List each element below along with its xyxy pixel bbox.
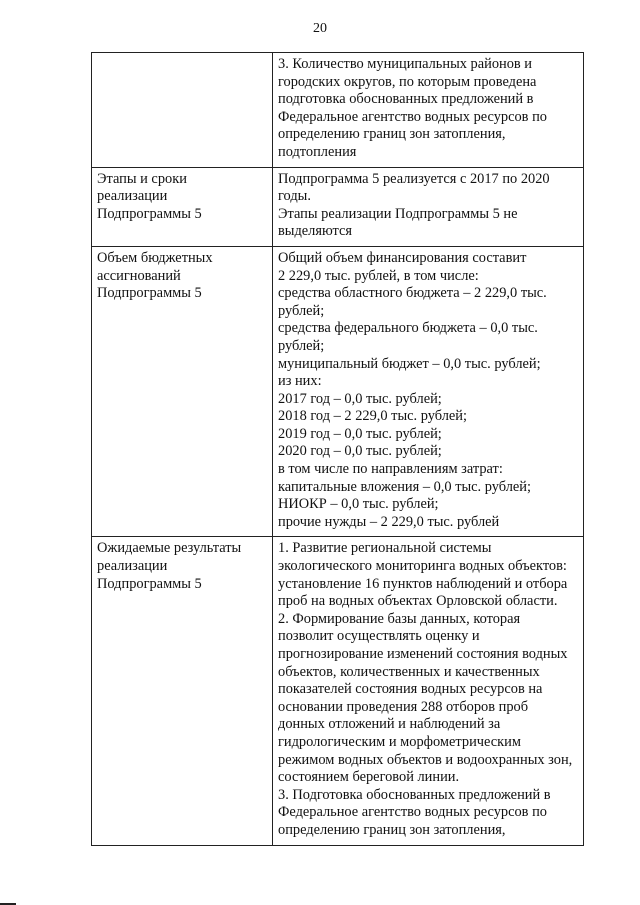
row-value-line: выделяются	[278, 223, 353, 240]
table-row	[92, 53, 584, 168]
row-value-line: 1. Развитие региональной системы	[278, 540, 492, 557]
row-label-line: Подпрограммы 5	[97, 285, 202, 302]
row-value-line: 2020 год – 0,0 тыс. рублей;	[278, 443, 442, 460]
row-value-line: экологического мониторинга водных объектов:	[278, 558, 567, 575]
row-value-line: подготовка обоснованных предложений в	[278, 91, 534, 108]
table-row	[92, 246, 584, 537]
row-value-line: капитальные вложения – 0,0 тыс. рублей;	[278, 478, 531, 495]
subprogram-passport-table	[91, 52, 584, 846]
row-value-line: годы.	[278, 188, 311, 205]
row-value-line: рублей;	[278, 337, 325, 354]
row-value-line: 2017 год – 0,0 тыс. рублей;	[278, 390, 442, 407]
row-value-line: 2 229,0 тыс. рублей, в том числе:	[278, 267, 479, 284]
row-value-line: Федеральное агентство водных ресурсов по	[278, 804, 547, 821]
row-label-line: реализации	[97, 188, 168, 205]
row-value-line: прочие нужды – 2 229,0 тыс. рублей	[278, 513, 500, 530]
row-value-line: определению границ зон затопления,	[278, 126, 506, 143]
row-value-line: 3. Количество муниципальных районов и	[278, 56, 533, 72]
row-value-line: показателей состояния водных ресурсов на	[278, 681, 543, 698]
row-value-cell	[273, 53, 584, 168]
row-label-line: Подпрограммы 5	[97, 205, 202, 222]
page-number: 20	[313, 21, 327, 36]
row-value-cell	[273, 537, 584, 845]
row-value-cell	[273, 167, 584, 246]
row-value-line: 2019 год – 0,0 тыс. рублей;	[278, 425, 442, 442]
row-label-line: Объем бюджетных	[97, 249, 213, 266]
row-value-line: 2. Формирование базы данных, которая	[278, 610, 521, 627]
row-label-cell	[92, 537, 273, 845]
row-value-line: гидрологическим и морфометрическим	[278, 733, 521, 750]
row-value-line: проб на водных объектах Орловской области.	[278, 593, 558, 610]
row-value-cell	[273, 246, 584, 537]
row-label-line: Этапы и сроки	[97, 170, 187, 187]
row-value-line: муниципальный бюджет – 0,0 тыс. рублей;	[278, 355, 541, 372]
row-value-line: объектов, количественных и качественных	[278, 663, 540, 680]
row-label-cell	[92, 167, 273, 246]
row-value-line: основании проведения 288 отборов проб	[278, 698, 529, 715]
passport-table-body	[92, 53, 584, 846]
row-value-line: определению границ зон затопления,	[278, 821, 506, 838]
row-value-line: Общий объем финансирования составит	[278, 249, 527, 266]
row-label-line: Ожидаемые результаты	[97, 540, 242, 557]
row-value-line: прогнозирование изменений состояния водных	[278, 646, 568, 662]
row-label-line: Подпрограммы 5	[97, 575, 202, 592]
row-value-line: Федеральное агентство водных ресурсов по	[278, 108, 547, 125]
row-value-line: донных отложений и наблюдений за	[278, 716, 501, 733]
row-value-line: Этапы реализации Подпрограммы 5 не	[278, 205, 518, 222]
row-value-line: средства областного бюджета – 2 229,0 тыс.	[278, 285, 547, 302]
table-row	[92, 167, 584, 246]
row-value-line: средства федерального бюджета – 0,0 тыс.	[278, 320, 538, 337]
row-value-line: позволит осуществлять оценку и	[278, 628, 480, 645]
row-value-line: установление 16 пунктов наблюдений и отбора	[278, 575, 568, 592]
row-label-cell	[92, 246, 273, 537]
table-row	[92, 537, 584, 845]
row-value-line: Подпрограмма 5 реализуется с 2017 по 2020	[278, 170, 550, 187]
row-value-line: состоянием береговой линии.	[278, 769, 460, 786]
row-value-line: 3. Подготовка обоснованных предложений в	[278, 786, 551, 803]
row-value-line: 2018 год – 2 229,0 тыс. рублей;	[278, 408, 467, 425]
row-value-line: НИОКР – 0,0 тыс. рублей;	[278, 496, 439, 513]
row-value-line: рублей;	[278, 302, 325, 319]
row-label-line: ассигнований	[97, 267, 181, 284]
row-value-line: городских округов, по которым проведена	[278, 73, 537, 90]
row-value-line: подтопления	[278, 143, 357, 160]
row-label-line: реализации	[97, 558, 168, 575]
row-value-line: режимом водных объектов и водоохранных зон,	[278, 751, 573, 768]
row-value-line: в том числе по направлениям затрат:	[278, 461, 503, 478]
row-value-line: из них:	[278, 373, 322, 390]
row-label-cell	[92, 53, 273, 168]
